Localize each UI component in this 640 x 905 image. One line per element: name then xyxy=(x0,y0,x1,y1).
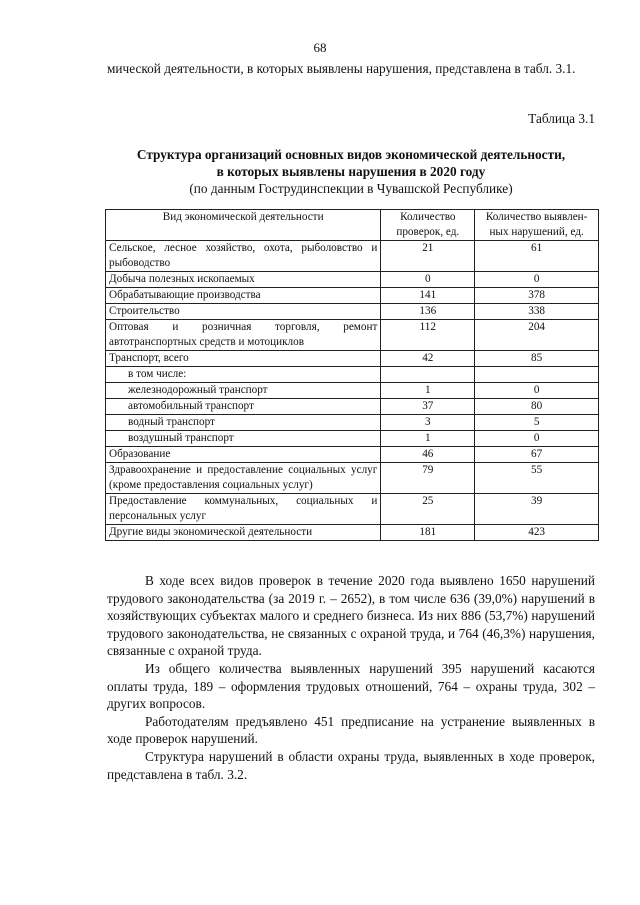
row-checks: 25 xyxy=(381,494,475,525)
table-row xyxy=(106,241,599,272)
paragraph: Из общего количества выявленных нарушений 395 нарушений касаются оплаты труда, 189 – оформления трудовых отношений, 764 – охраны труда, 302 – других вопросов. xyxy=(107,660,595,712)
row-activity-name: Другие виды экономической деятельности xyxy=(106,525,381,541)
body-text xyxy=(107,572,595,783)
row-violations xyxy=(475,367,599,383)
row-violations: 423 xyxy=(475,525,599,541)
row-activity-name: Транспорт, всего xyxy=(106,351,381,367)
table-row xyxy=(106,304,599,320)
row-checks: 0 xyxy=(381,272,475,288)
table-row xyxy=(106,415,599,431)
row-activity-name: Добыча полезных ископаемых xyxy=(106,272,381,288)
row-violations: 338 xyxy=(475,304,599,320)
row-checks: 37 xyxy=(381,399,475,415)
row-violations: 55 xyxy=(475,463,599,494)
table-row xyxy=(106,431,599,447)
row-violations: 0 xyxy=(475,383,599,399)
row-violations: 378 xyxy=(475,288,599,304)
table-row xyxy=(106,463,599,494)
row-violations: 5 xyxy=(475,415,599,431)
table-row xyxy=(106,367,599,383)
table-title xyxy=(107,146,595,197)
row-violations: 85 xyxy=(475,351,599,367)
row-violations: 61 xyxy=(475,241,599,272)
row-activity-name: Обрабатывающие производства xyxy=(106,288,381,304)
row-activity-name: железнодорожный транспорт xyxy=(106,383,381,399)
row-activity-name: в том числе: xyxy=(106,367,381,383)
table-row xyxy=(106,494,599,525)
row-checks: 3 xyxy=(381,415,475,431)
row-violations: 80 xyxy=(475,399,599,415)
activity-violations-table xyxy=(105,209,599,541)
table-title-line-1: Структура организаций основных видов экономической деятельности, xyxy=(136,147,566,162)
header-violations-count: Количество выявлен-ных нарушений, ед. xyxy=(475,210,599,241)
row-checks: 46 xyxy=(381,447,475,463)
header-activity-type: Вид экономической деятельности xyxy=(106,210,381,241)
table-row xyxy=(106,525,599,541)
table-row xyxy=(106,320,599,351)
row-activity-name: воздушный транспорт xyxy=(106,431,381,447)
table-row xyxy=(106,447,599,463)
table-row xyxy=(106,272,599,288)
table-header-row xyxy=(106,210,599,241)
row-activity-name: Образование xyxy=(106,447,381,463)
table-title-line-2: в которых выявлены нарушения в 2020 году xyxy=(216,164,486,179)
row-checks xyxy=(381,367,475,383)
table-row xyxy=(106,399,599,415)
row-activity-name: Предоставление коммунальных, социальных и персональных услуг xyxy=(106,494,381,525)
paragraph: Структура нарушений в области охраны труда, выявленных в ходе проверок, представлена в табл. 3.2. xyxy=(107,748,595,782)
table-label: Таблица 3.1 xyxy=(528,111,595,126)
row-checks: 1 xyxy=(381,431,475,447)
row-activity-name: Строительство xyxy=(106,304,381,320)
row-violations: 39 xyxy=(475,494,599,525)
table-row xyxy=(106,351,599,367)
row-checks: 42 xyxy=(381,351,475,367)
paragraph: В ходе всех видов проверок в течение 2020 года выявлено 1650 нарушений трудового законодательства (за 2019 г. – 2652), в том числе 636 (39,0%) нарушений в хозяйствующих субъектах малого и среднего бизнеса. Из них 886 (53,7%) нарушений трудового законодательства, не связанных с охраной труда, и 764 (46,3%) нарушения, связанные с охраной труда. xyxy=(107,573,595,659)
row-checks: 136 xyxy=(381,304,475,320)
row-checks: 79 xyxy=(381,463,475,494)
row-activity-name: Сельское, лесное хозяйство, охота, рыболовство и рыбоводство xyxy=(106,241,381,272)
row-violations: 0 xyxy=(475,431,599,447)
table-row xyxy=(106,383,599,399)
table-row xyxy=(106,288,599,304)
row-activity-name: Оптовая и розничная торговля, ремонт автотранспортных средств и мотоциклов xyxy=(106,320,381,351)
row-activity-name: водный транспорт xyxy=(106,415,381,431)
table-title-source: (по данным Гострудинспекции в Чувашской Республике) xyxy=(189,181,513,196)
row-checks: 181 xyxy=(381,525,475,541)
row-checks: 141 xyxy=(381,288,475,304)
row-violations: 67 xyxy=(475,447,599,463)
row-checks: 21 xyxy=(381,241,475,272)
row-violations: 0 xyxy=(475,272,599,288)
row-checks: 1 xyxy=(381,383,475,399)
intro-paragraph: мической деятельности, в которых выявлены нарушения, представлена в табл. 3.1. xyxy=(107,61,576,76)
row-activity-name: Здравоохранение и предоставление социальных услуг (кроме предоставления социальных услуг) xyxy=(106,463,381,494)
row-violations: 204 xyxy=(475,320,599,351)
row-checks: 112 xyxy=(381,320,475,351)
header-checks-count: Количество проверок, ед. xyxy=(381,210,475,241)
paragraph: Работодателям предъявлено 451 предписание на устранение выявленных в ходе проверок нарушений. xyxy=(107,713,595,747)
row-activity-name: автомобильный транспорт xyxy=(106,399,381,415)
page-number: 68 xyxy=(313,40,327,55)
